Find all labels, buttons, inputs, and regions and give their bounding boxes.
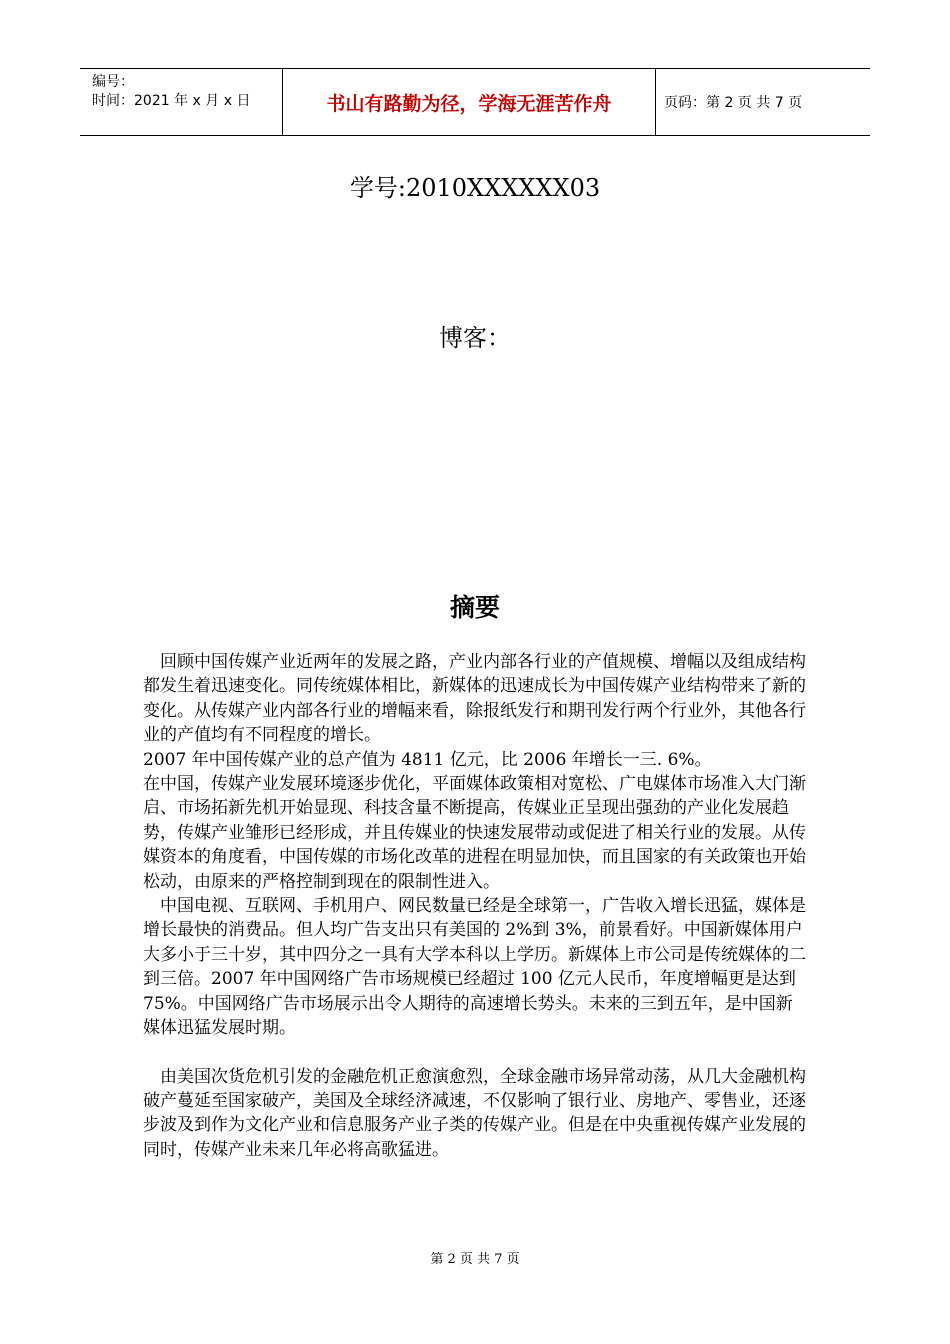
abstract-paragraph: 回顾中国传媒产业近两年的发展之路，产业内部各行业的产值规模、增幅以及组成结构都发生着迅速变化。同传统媒体相比，新媒体的迅速成长为中国传媒产业结构带来了新的变化。从传媒产业内部各行业的增幅来看，除报纸发行和期刊发行两个行业外，其他各行业的产值均有不同程度的增长。 <box>143 652 806 746</box>
blog-label: 博客： <box>439 324 511 352</box>
header-motto: 书山有路勤为径，学海无涯苦作舟 <box>282 69 656 135</box>
header-page-info: 页码：第 2 页 共 7 页 <box>664 95 803 111</box>
abstract-paragraph: 中国电视、互联网、手机用户、网民数量已经是全球第一，广告收入增长迅猛，媒体是增长最快的消费品。但人均广告支出只有美国的 2%到 3%，前景看好。中国新媒体用户大多小于三十岁，其中四分之一具有大学本科以上学历。新媒体上市公司是传统媒体的二到三倍。2007 年中国网络广告市场规模已经超过 100 亿元人民币，年度增幅更是达到 75%。中国网络广告市场展示出令人期待的高速增长势头。未来的三到五年，是中国新媒体迅猛发展时期。 <box>143 896 806 1039</box>
page-footer: 第 2 页 共 7 页 <box>430 1252 520 1267</box>
time-label: 时间：2021 年 x 月 x 日 <box>92 93 251 109</box>
number-label: 编号： <box>92 74 134 90</box>
abstract-body <box>143 650 808 1162</box>
header-meta <box>80 69 282 135</box>
abstract-title: 摘要 <box>449 593 500 622</box>
abstract-paragraph: 在中国，传媒产业发展环境逐步优化，平面媒体政策相对宽松、广电媒体市场准入大门渐启、市场拓新先机开始显现、科技含量不断提高，传媒业正呈现出强劲的产业化发展趋势，传媒产业雏形已经形成，并且传媒业的快速发展带动或促进了相关行业的发展。从传媒资本的角度看，中国传媒的市场化改革的进程在明显加快，而且国家的有关政策也开始松动，由原来的严格控制到现在的限制性进入。 <box>143 774 806 892</box>
abstract-paragraph: 由美国次货危机引发的金融危机正愈演愈烈，全球金融市场异常动荡，从几大金融机构破产蔓延至国家破产，美国及全球经济减速，不仅影响了银行业、房地产、零售业，还逐步波及到作为文化产业和信息服务产业子类的传媒产业。但是在中央重视传媒产业发展的同时，传媒产业未来几年必将高歌猛进。 <box>143 1066 806 1160</box>
page-header <box>80 68 870 136</box>
paragraph-spacer <box>143 1041 808 1065</box>
student-id: 学号:2010XXXXXX03 <box>349 174 601 202</box>
abstract-paragraph: 2007 年中国传媒产业的总产值为 4811 亿元，比 2006 年增长一三. 6%。 <box>143 749 712 770</box>
